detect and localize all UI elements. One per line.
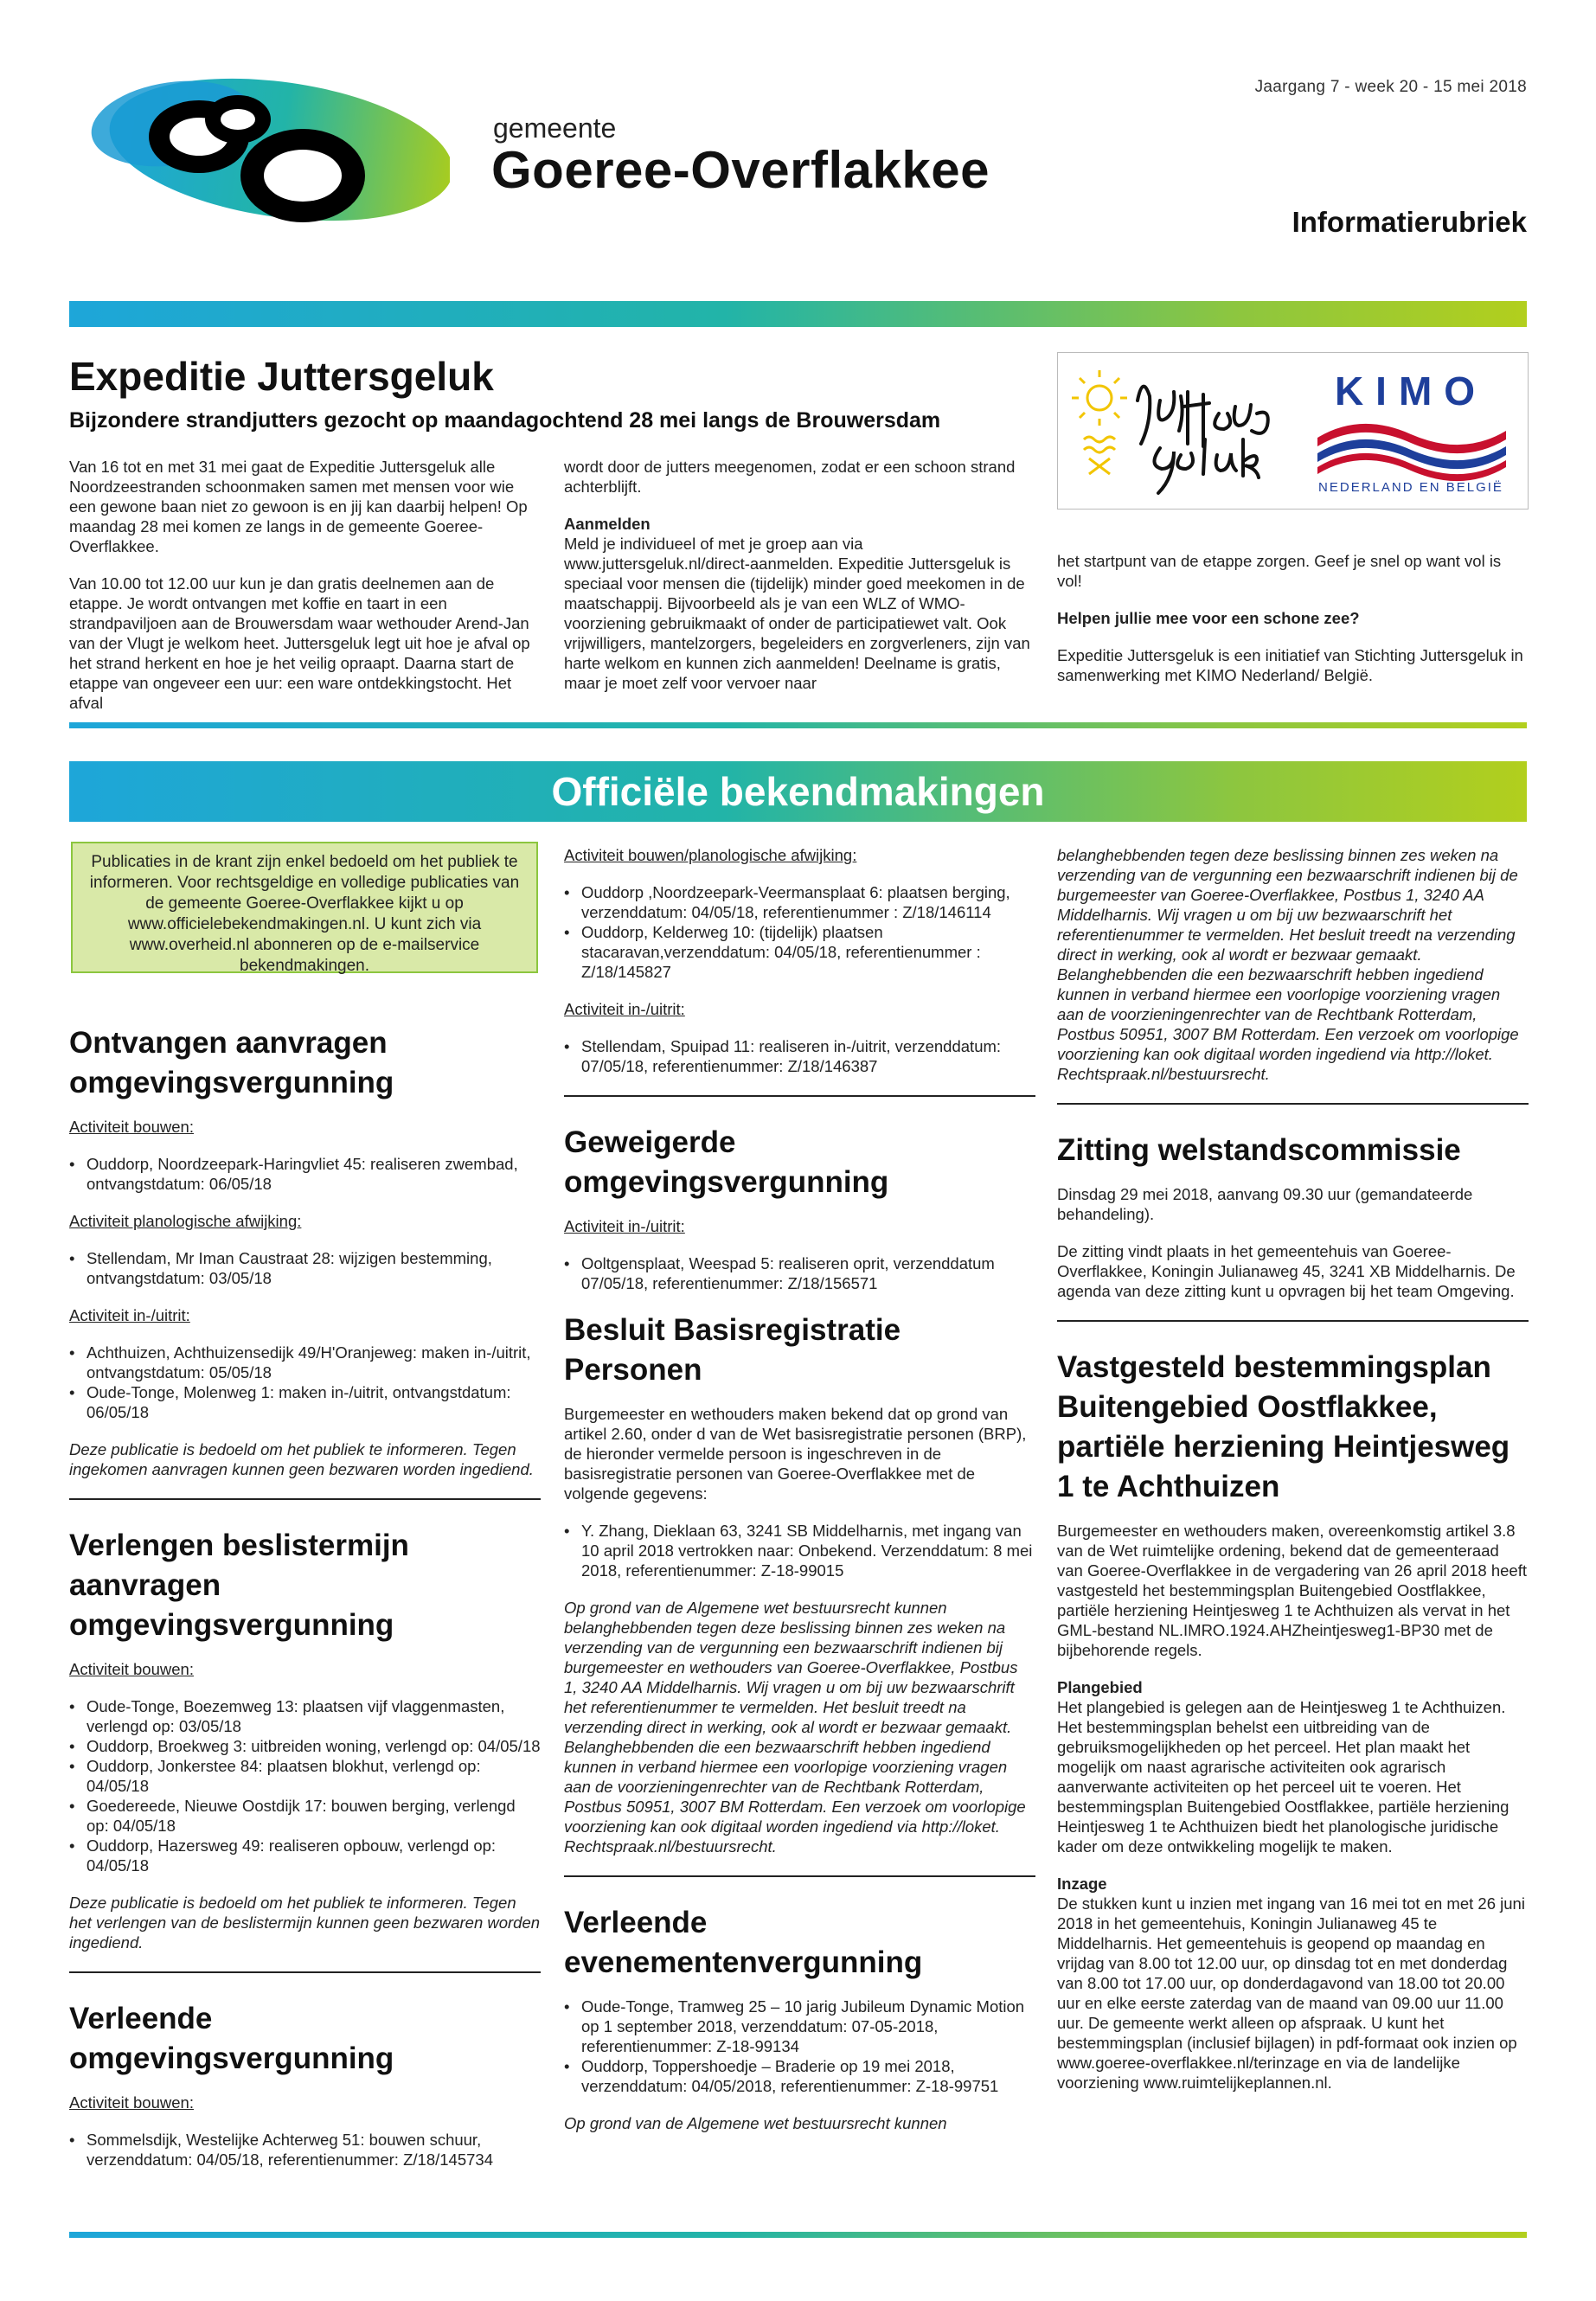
paragraph: Dinsdag 29 mei 2018, aanvang 09.30 uur (gemandateerde behandeling). [1057,1185,1473,1223]
article-title: Expeditie Juttersgeluk [69,354,494,399]
section-heading: Verleende omgevingsvergunning [69,2002,394,2075]
item-list [564,1253,1035,1293]
section-divider [564,1875,1035,1877]
header-divider [69,301,1527,327]
legal-note: belanghebbenden tegen deze beslissing binnen zes weken na verzending van de vergunning een bezwaarschrift indienen bij de burgemeester van Goeree-Overflakkee, Postbus 1, 3240 AA Middelharnis. Wij vragen u om bij uw bezwaarschrift het referentienummer te vermelden. Het besluit treedt na verzending direct in werking, ook al wordt er bezwaar gemaakt. Belanghebbenden die een bezwaarschrift hebben ingediend kunnen in verband hiermee een voorlopige voorziening vragen aan de voorzieningenrechter van de Rechtbank Rotterdam, Postbus 50951, 3007 BM Rotterdam. Een verzoek om voorlopige voorziening kan ook digitaal worden ingediend via http://loket. Rechtspraak.nl/bestuursrecht. [1057,846,1519,1083]
section-heading: Geweigerde omgevingsvergunning [564,1125,889,1199]
list-item: • Goedereede, Nieuwe Oostdijk 17: bouwen berging, verlengd op: 04/05/18 [69,1796,541,1836]
list-item: • Oude-Tonge, Boezemweg 13: plaatsen vijf vlaggenmasten, verlengd op: 03/05/18 [69,1696,541,1736]
section-divider [1057,1103,1529,1105]
section-heading: Vastgesteld bestemmingsplan Buitengebied Oostflakkee, partiële herziening Heintjesweg 1 te Achthuizen [1057,1350,1510,1503]
activity-label: Activiteit bouwen: [69,2093,194,2112]
item-list [69,1343,541,1422]
section-divider [69,1498,541,1500]
announcements-column-middle [564,845,1035,2150]
paragraph: Expeditie Juttersgeluk is een initiatief van Stichting Juttersgeluk in samenwerking met KIMO Nederland/ België. [1057,646,1523,684]
announcements-banner [69,761,1527,822]
article-divider [69,722,1527,728]
activity-label: Activiteit in-/uitrit: [564,1217,685,1235]
list-item: • Oude-Tonge, Tramweg 25 – 10 jarig Jubileum Dynamic Motion op 1 september 2018, verzenddatum: 07-05-2018, referentienummer: Z-18-99134 [564,1997,1035,2056]
item-list [564,1521,1035,1580]
subheading: Inzage [1057,1875,1107,1893]
subheading: Helpen jullie mee voor een schone zee? [1057,609,1360,627]
list-item: • Stellendam, Spuipad 11: realiseren in-/uitrit, verzenddatum: 07/05/18, referentienummer: Z/18/146387 [564,1036,1035,1076]
notice-box: Publicaties in de krant zijn enkel bedoeld om het publiek te informeren. Voor rechtsgeldige en volledige publicaties van de gemeente Goeree-Overflakkee kijkt u op www.officielebekendmakingen.nl. U kunt zich via www.overheid.nl abonneren op de e-mailservice bekendmakingen. [71,842,538,973]
list-item: • Ooltgensplaat, Weespad 5: realiseren oprit, verzenddatum 07/05/18, referentienummer: Z/18/156571 [564,1253,1035,1293]
section-heading: Zitting welstandscommissie [1057,1133,1461,1167]
legal-note: Op grond van de Algemene wet bestuursrecht kunnen belanghebbenden tegen deze beslissing binnen zes weken na verzending van de vergunning een bezwaarschrift indienen bij burgemeester en wethouders van Goeree-Overflakkee, Postbus 1, 3240 AA Middelharnis. Wij vragen u om bij uw bezwaarschrift het referentienummer te vermelden. Het besluit treedt na verzending direct in werking, ook al wordt er bezwaar gemaakt. Belanghebbenden die een bezwaarschrift hebben ingediend kunnen in verband hiermee een voorlopige voorziening vragen aan de voorzieningenrechter van de Rechtbank Rotterdam, Postbus 50951, 3007 BM Rotterdam. Een verzoek om voorlopige voorziening kan ook digitaal worden ingediend via http://loket. Rechtspraak.nl/bestuursrecht. [564,1599,1026,1856]
issue-date: Jaargang 7 - week 20 - 15 mei 2018 [1254,78,1527,96]
list-item: • Ouddorp, Broekweg 3: uitbreiden woning, verlengd op: 04/05/18 [69,1736,541,1756]
article-subtitle: Bijzondere strandjutters gezocht op maandagochtend 28 mei langs de Brouwersdam [69,408,941,433]
subheading: Aanmelden [564,515,651,533]
announcements-column-left [69,1023,541,2187]
partner-logos [1057,352,1529,510]
list-item: • Ouddorp ,Noordzeepark-Veermansplaat 6: plaatsen berging, verzenddatum: 04/05/18, referentienummer : Z/18/146114 [564,882,1035,922]
list-item: • Y. Zhang, Dieklaan 63, 3241 SB Middelharnis, met ingang van 10 april 2018 vertrokken naar: Onbekend. Verzenddatum: 8 mei 2018, referentienummer: Z-18-99015 [564,1521,1035,1580]
list-item: • Stellendam, Mr Iman Caustraat 28: wijzigen bestemming, ontvangstdatum: 03/05/18 [69,1248,541,1288]
paragraph: De zitting vindt plaats in het gemeentehuis van Goeree-Overflakkee, Koningin Julianaweg 45, 3241 XB Middelharnis. De agenda van deze zitting kunt u opvragen bij het team Omgeving. [1057,1242,1516,1300]
brand-title: Goeree-Overflakkee [491,141,990,199]
paragraph: wordt door de jutters meegenomen, zodat er een schoon strand achterblijft. [564,458,1016,496]
section-divider [1057,1320,1529,1322]
section-heading: Verlengen beslistermijn aanvragen omgevingsvergunning [69,1529,409,1642]
section-divider [69,1971,541,1973]
kimo-logo-text: KIMO [1334,369,1488,413]
legal-note: Deze publicatie is bedoeld om het publiek te informeren. Tegen ingekomen aanvragen kunnen geen bezwaren worden ingediend. [69,1440,534,1478]
activity-label: Activiteit bouwen/planologische afwijking: [564,846,857,864]
article-column-1 [69,457,536,730]
partner-logo-graphic [1058,353,1529,510]
brand-small: gemeente [493,112,617,144]
list-item: • Ouddorp, Noordzeepark-Haringvliet 45: realiseren zwembad, ontvangstdatum: 06/05/18 [69,1154,541,1194]
item-list [564,1997,1035,2096]
item-list [564,1036,1035,1076]
legal-note: Deze publicatie is bedoeld om het publiek te informeren. Tegen het verlengen van de beslistermijn kunnen geen bezwaren worden ingediend. [69,1894,541,1952]
article-column-2 [564,457,1035,710]
section-divider [564,1095,1035,1097]
section-heading: Besluit Basisregistratie Personen [564,1313,901,1387]
item-list [69,2130,541,2170]
announcements-title: Officiële bekendmakingen [551,769,1045,814]
section-heading: Verleende evenementenvergunning [564,1906,923,1979]
announcements-column-right [1057,845,1529,2110]
section-label: Informatierubriek [1292,206,1527,238]
list-item: • Ouddorp, Kelderweg 10: (tijdelijk) plaatsen stacaravan,verzenddatum: 04/05/18, referentienummer : Z/18/145827 [564,922,1035,982]
activity-label: Activiteit planologische afwijking: [69,1212,302,1230]
activity-label: Activiteit bouwen: [69,1660,194,1678]
subheading: Plangebied [1057,1678,1143,1696]
activity-label: Activiteit in-/uitrit: [69,1306,190,1324]
activity-label: Activiteit in-/uitrit: [564,1000,685,1018]
footer-divider [69,2232,1527,2238]
list-item: • Ouddorp, Jonkerstee 84: plaatsen blokhut, verlengd op: 04/05/18 [69,1756,541,1796]
item-list [69,1248,541,1288]
list-item: • Achthuizen, Achthuizensedijk 49/H'Oranjeweg: maken in-/uitrit, ontvangstdatum: 05/05/18 [69,1343,541,1382]
paragraph: De stukken kunt u inzien met ingang van 16 mei tot en met 26 juni 2018 in het gemeentehuis, Koningin Julianaweg 45 te Middelharnis. Het gemeentehuis is geopend op maandag en vrijdag van 8.00 tot 12.00 uur, op dinsdag tot en met donderdag van 8.00 tot 17.00 uur, op donderdagavond van 18.00 tot 20.00 uur en elke eerste zaterdag van de maand van 09.00 uur 11.00 uur. De gemeente werkt alleen op afspraak. U kunt het bestemmingsplan (inclusief bijlagen) in pdf-formaat ook inzien op www.goeree-overflakkee.nl/terinzage en via de landelijke voorziening www.ruimtelijkeplannen.nl. [1057,1894,1525,2092]
item-list [69,1154,541,1194]
paragraph: Van 10.00 tot 12.00 uur kun je dan gratis deelnemen aan de etappe. Je wordt ontvangen met koffie en taart in een strandpaviljoen aan de Brouwersdam waar wethouder Arend-Jan van der Vlugt je welkom heet. Juttersgeluk legt uit hoe je afval op het strand herkent en hoe je het veilig opraapt. Daarna start de etappe van ongeveer een uur: een ware ontdekkingstocht. Het afval [69,574,530,712]
section-heading: Ontvangen aanvragen omgevingsvergunning [69,1026,394,1099]
municipality-logo [69,76,450,232]
list-item: • Oude-Tonge, Molenweg 1: maken in-/uitrit, ontvangstdatum: 06/05/18 [69,1382,541,1422]
list-item: • Ouddorp, Hazersweg 49: realiseren opbouw, verlengd op: 04/05/18 [69,1836,541,1875]
paragraph: het startpunt van de etappe zorgen. Geef je snel op want vol is vol! [1057,552,1502,590]
paragraph: Burgemeester en wethouders maken bekend dat op grond van artikel 2.60, onder d van de Wet basisregistratie personen (BRP), de hieronder vermelde persoon is ingeschreven in de basisregistratie personen van Goeree-Overflakkee met de volgende gegevens: [564,1405,1027,1503]
paragraph: Meld je individueel of met je groep aan via www.juttersgeluk.nl/direct-aanmelden. Expeditie Juttersgeluk is speciaal voor mensen die (tijdelijk) minder goed meekomen in de maatschappij. Bijvoorbeeld als je van een WLZ of WMO-voorziening gebruikmaakt of onder de participatiewet valt. Ook vrijwilligers, mantelzorgers, begeleiders en zorgverleners, zijn van harte welkom en kunnen zich aanmelden! Deelname is gratis, maar je moet zelf voor vervoer naar [564,535,1030,692]
article-column-3 [1057,551,1529,702]
item-list [69,1696,541,1875]
list-item: • Sommelsdijk, Westelijke Achterweg 51: bouwen schuur, verzenddatum: 04/05/18, referentienummer: Z/18/145734 [69,2130,541,2170]
paragraph: Het plangebied is gelegen aan de Heintjesweg 1 te Achthuizen. Het bestemmingsplan behelst een uitbreiding van de gebruiksmogelijkheden op het perceel. Het plan maakt het mogelijk om naast agrarische activiteiten ook agrarisch aanverwante activiteiten op het perceel uit te voeren. Het bestemmingsplan Buitengebied Oostflakkee, partiële herziening Heintjesweg 1 te Achthuizen biedt het planologische juridische kader om deze ontwikkeling mogelijk te maken. [1057,1698,1509,1856]
item-list [564,882,1035,982]
paragraph: Burgemeester en wethouders maken, overeenkomstig artikel 3.8 van de Wet ruimtelijke ordening, bekend dat de gemeenteraad van Goeree-Overflakkee in de vergadering van 26 april 2018 heeft vastgesteld het bestemmingsplan Buitengebied Oostflakkee, partiële herziening Heintjesweg 1 te Achthuizen als vervat in het GML-bestand NL.IMRO.1924.AHZheintjesweg1-BP30 met de bijbehorende regels. [1057,1522,1528,1659]
legal-note: Op grond van de Algemene wet bestuursrecht kunnen [564,2114,947,2132]
kimo-subtitle: NEDERLAND EN BELGIË [1318,480,1503,495]
sun-icon [1072,370,1127,474]
list-item: • Ouddorp, Toppershoedje – Braderie op 19 mei 2018, verzenddatum: 04/05/2018, referentienummer: Z-18-99751 [564,2056,1035,2096]
paragraph: Van 16 tot en met 31 mei gaat de Expeditie Juttersgeluk alle Noordzeestranden schoonmaken samen met mensen voor wie een gewone baan niet zo gewoon is en jij kan daarbij helpen! Op maandag 28 mei komen ze langs in de gemeente Goeree-Overflakkee. [69,458,528,555]
activity-label: Activiteit bouwen: [69,1118,194,1136]
